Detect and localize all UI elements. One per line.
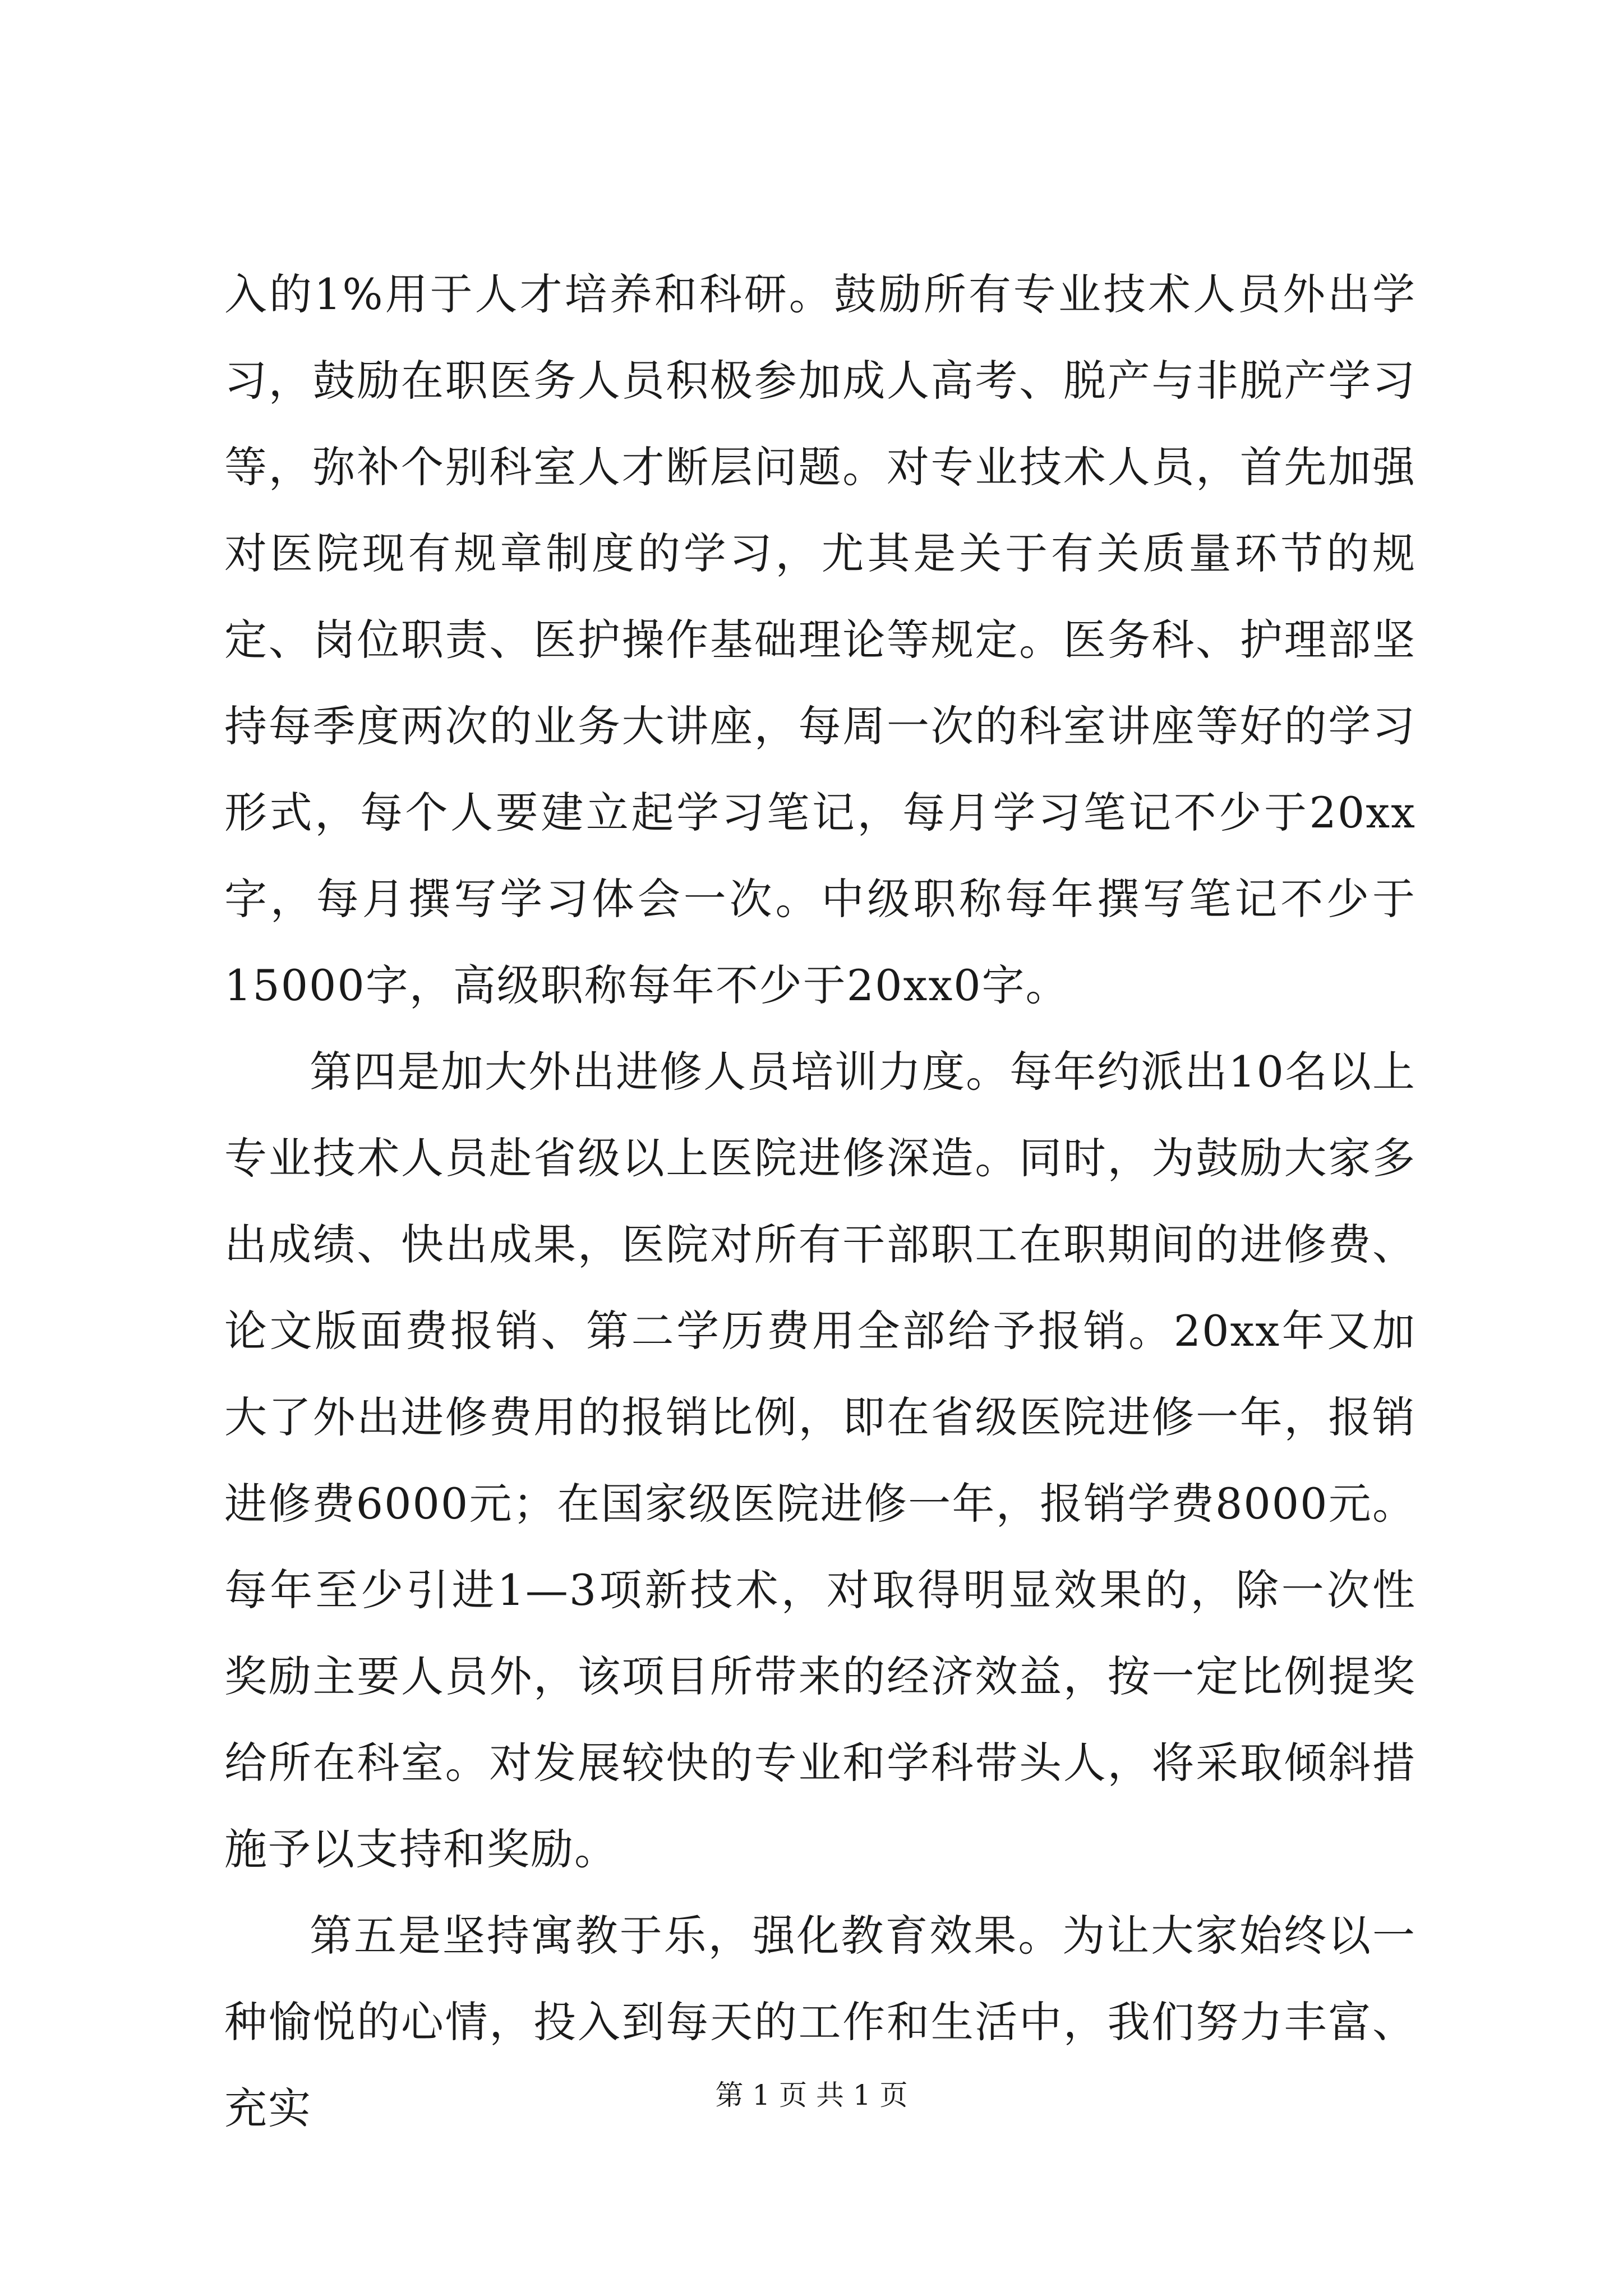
paragraph-1: 入的1%用于人才培养和科研。鼓励所有专业技术人员外出学习，鼓励在职医务人员积极参加成人高考、脱产与非脱产学习等，弥补个别科室人才断层问题。对专业技术人员，首先加强对医院现有规章制度的学习，尤其是关于有关质量环节的规定、岗位职责、医护操作基础理论等规定。医务科、护理部坚持每季度两次的业务大讲座，每周一次的科室讲座等好的学习形式，每个人要建立起学习笔记，每月学习笔记不少于20xx字，每月撰写学习体会一次。中级职称每年撰写笔记不少于15000字，高级职称每年不少于20xx0字。 bbox=[224, 269, 1416, 1010]
paragraph-2: 第四是加大外出进修人员培训力度。每年约派出10名以上专业技术人员赴省级以上医院进修深造。同时，为鼓励大家多出成绩、快出成果，医院对所有干部职工在职期间的进修费、论文版面费报销、第二学历费用全部给予报销。20xx年又加大了外出进修费用的报销比例，即在省级医院进修一年，报销进修费6000元；在国家级医院进修一年，报销学费8000元。每年至少引进1—3项新技术，对取得明显效果的，除一次性奖励主要人员外，该项目所带来的经济效益，按一定比例提奖给所在科室。对发展较快的专业和学科带头人，将采取倾斜措施予以支持和奖励。 bbox=[224, 1047, 1416, 1874]
document-body bbox=[224, 251, 1416, 2152]
paragraph-3: 第五是坚持寓教于乐，强化教育效果。为让大家始终以一种愉悦的心情，投入到每天的工作和生活中，我们努力丰富、充实 bbox=[224, 1911, 1416, 2133]
page-footer: 第 1 页 共 1 页 bbox=[715, 2079, 908, 2111]
